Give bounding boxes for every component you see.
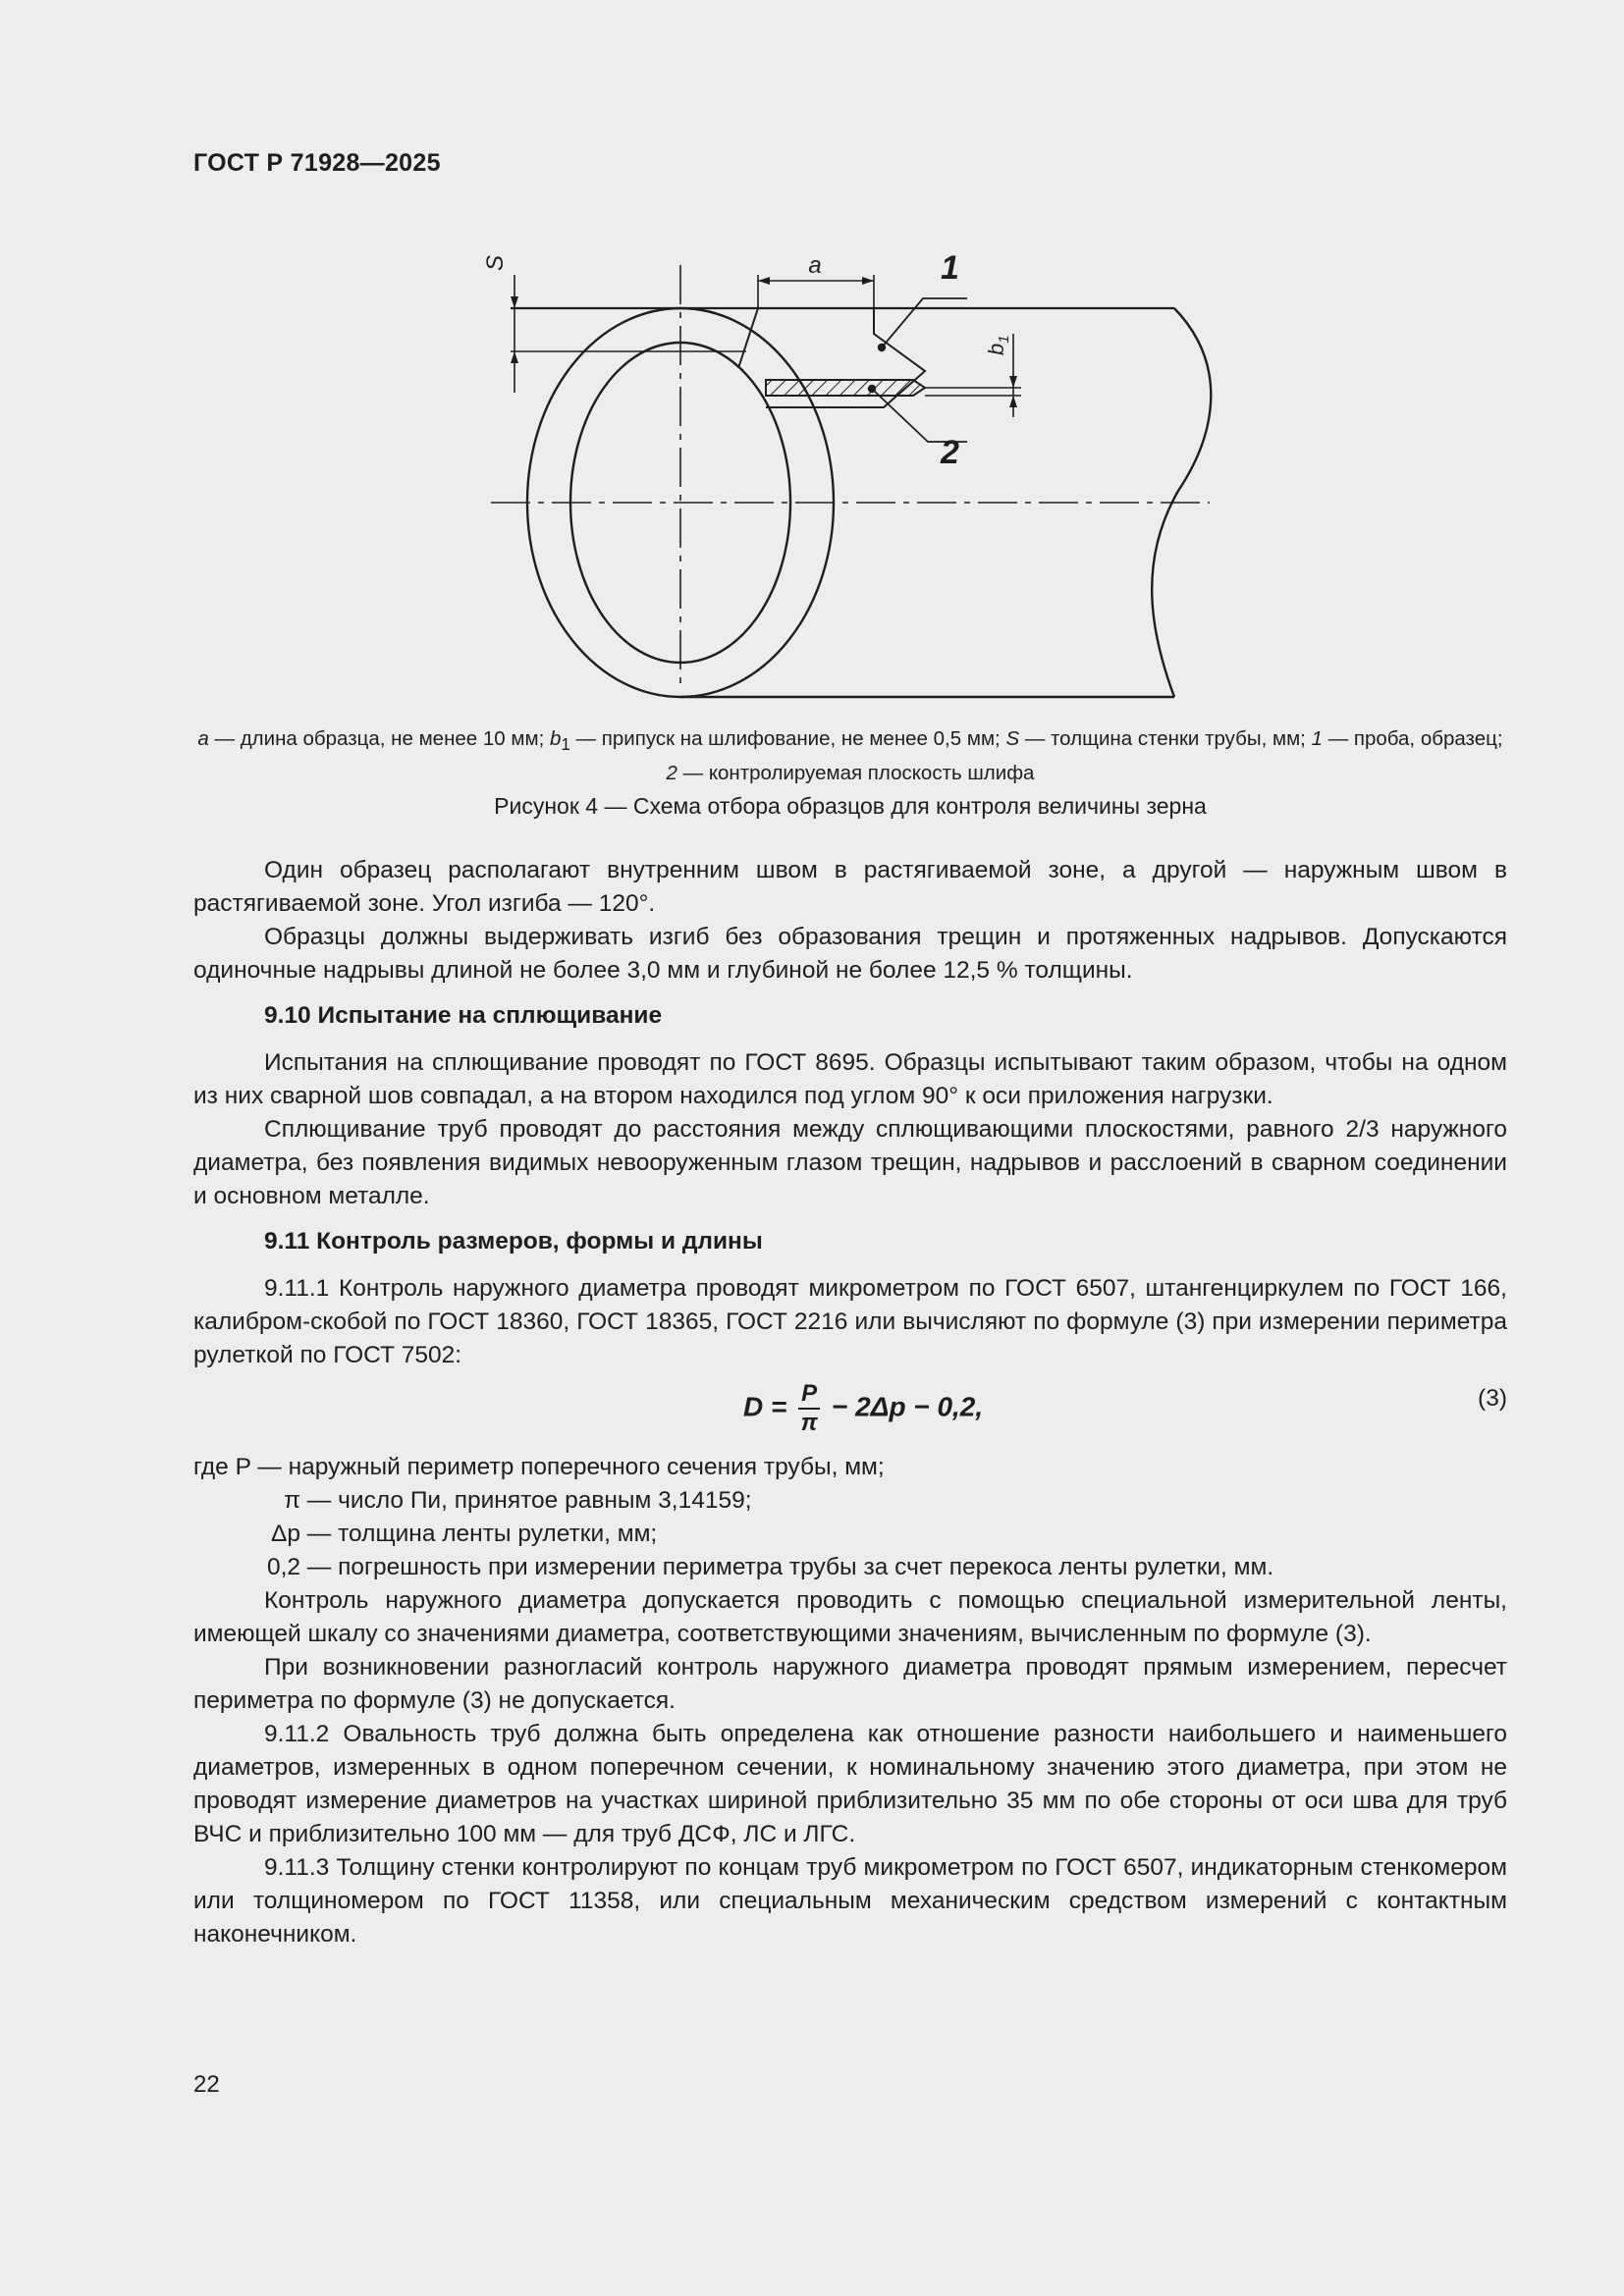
formula-where-list xyxy=(193,1451,1507,1584)
paragraph: Один образец располагают внутренним швом в растягиваемой зоне, а другой — наружным швом в растягиваемой зоне. Угол изгиба — 120°. xyxy=(193,857,1507,917)
label-s: S xyxy=(482,254,509,271)
paragraph: Контроль наружного диаметра допускается проводить с помощью специальной измерительной ленты, имеющей шкалу со значениями диаметра, соответствующими значениям, вычисленным по формуле (3). xyxy=(193,1587,1507,1647)
where-item: Δp — толщина ленты рулетки, мм; xyxy=(271,1521,658,1547)
formula-row xyxy=(193,1372,1507,1451)
paragraph: Сплющивание труб проводят до расстояния между сплющивающими плоскостями, равного 2/3 наружного диаметра, без появления видимых невооруженным глазом трещин, надрывов и расслоений в сварном соединении и основном металле. xyxy=(193,1116,1507,1209)
document-body xyxy=(193,854,1507,1951)
page-number: 22 xyxy=(193,2071,220,2098)
paragraph: Испытания на сплющивание проводят по ГОСТ 8695. Образцы испытывают таким образом, чтобы на одном из них сварной шов совпадал, а на втором находился под углом 90° к оси приложения нагрузки. xyxy=(193,1049,1507,1109)
label-2: 2 xyxy=(941,434,959,471)
label-1: 1 xyxy=(941,249,959,287)
label-a: a xyxy=(808,252,822,279)
label-b1: $b_1$ xyxy=(984,335,1012,355)
sample-hatched xyxy=(766,380,925,396)
paragraph: Образцы должны выдерживать изгиб без образования трещин и протяженных надрывов. Допускаются одиночные надрывы длиной не более 3,0 мм и глубиной не более 12,5 % толщины. xyxy=(193,924,1507,984)
document-header: ГОСТ Р 71928—2025 xyxy=(193,149,441,177)
pipe-sampling-diagram xyxy=(471,236,1237,707)
paragraph: При возникновении разногласий контроль наружного диаметра проводят прямым измерением, пересчет периметра по формуле (3) не допускается. xyxy=(193,1654,1507,1714)
where-item: π — число Пи, принятое равным 3,14159; xyxy=(284,1487,752,1514)
figure-legend: a — длина образца, не менее 10 мм; $b_1$ — припуск на шлифование, не менее 0,5 мм; S — толщина стенки трубы, мм; 1 — проба, образец; 2 — контролируемая плоскость шлифа xyxy=(197,727,1503,785)
paragraph: 9.11.3 Толщину стенки контролируют по концам труб микрометром по ГОСТ 6507, индикаторным стенкомером или толщиномером по ГОСТ 11358, или специальным механическим средством измерений с контактным наконечником. xyxy=(193,1854,1507,1948)
paragraph: 9.11.2 Овальность труб должна быть определена как отношение разности наибольшего и наименьшего диаметров, измеренных в одном поперечном сечении, к номинальному значению этого диаметра, при этом не проводят измерение диаметров на участках шириной приблизительно 35 мм по обе стороны от оси шва для труб ВЧС и приблизительно 100 мм — для труб ДСФ, ЛС и ЛГС. xyxy=(193,1721,1507,1847)
equation-number: (3) xyxy=(1478,1385,1507,1412)
where-item: где P — наружный периметр поперечного сечения трубы, мм; xyxy=(193,1454,885,1480)
leader-1 xyxy=(882,298,967,347)
section-heading-9-10: 9.10 Испытание на сплющивание xyxy=(264,1002,663,1029)
figure-caption: Рисунок 4 — Схема отбора образцов для контроля величины зерна xyxy=(494,793,1207,819)
paragraph: 9.11.1 Контроль наружного диаметра проводят микрометром по ГОСТ 6507, штангенциркулем по ГОСТ 166, калибром-скобой по ГОСТ 18360, ГОСТ 18365, ГОСТ 2216 или вычисляют по формуле (3) при измерении периметра рулеткой по ГОСТ 7502: xyxy=(193,1275,1507,1368)
formula-3: D = $\frac{P}{\pi}$ − 2Δp − 0,2, xyxy=(743,1380,984,1436)
where-item: 0,2 — погрешность при измерении периметра трубы за счет перекоса ленты рулетки, мм. xyxy=(266,1554,1274,1580)
section-heading-9-11: 9.11 Контроль размеров, формы и длины xyxy=(264,1228,763,1255)
